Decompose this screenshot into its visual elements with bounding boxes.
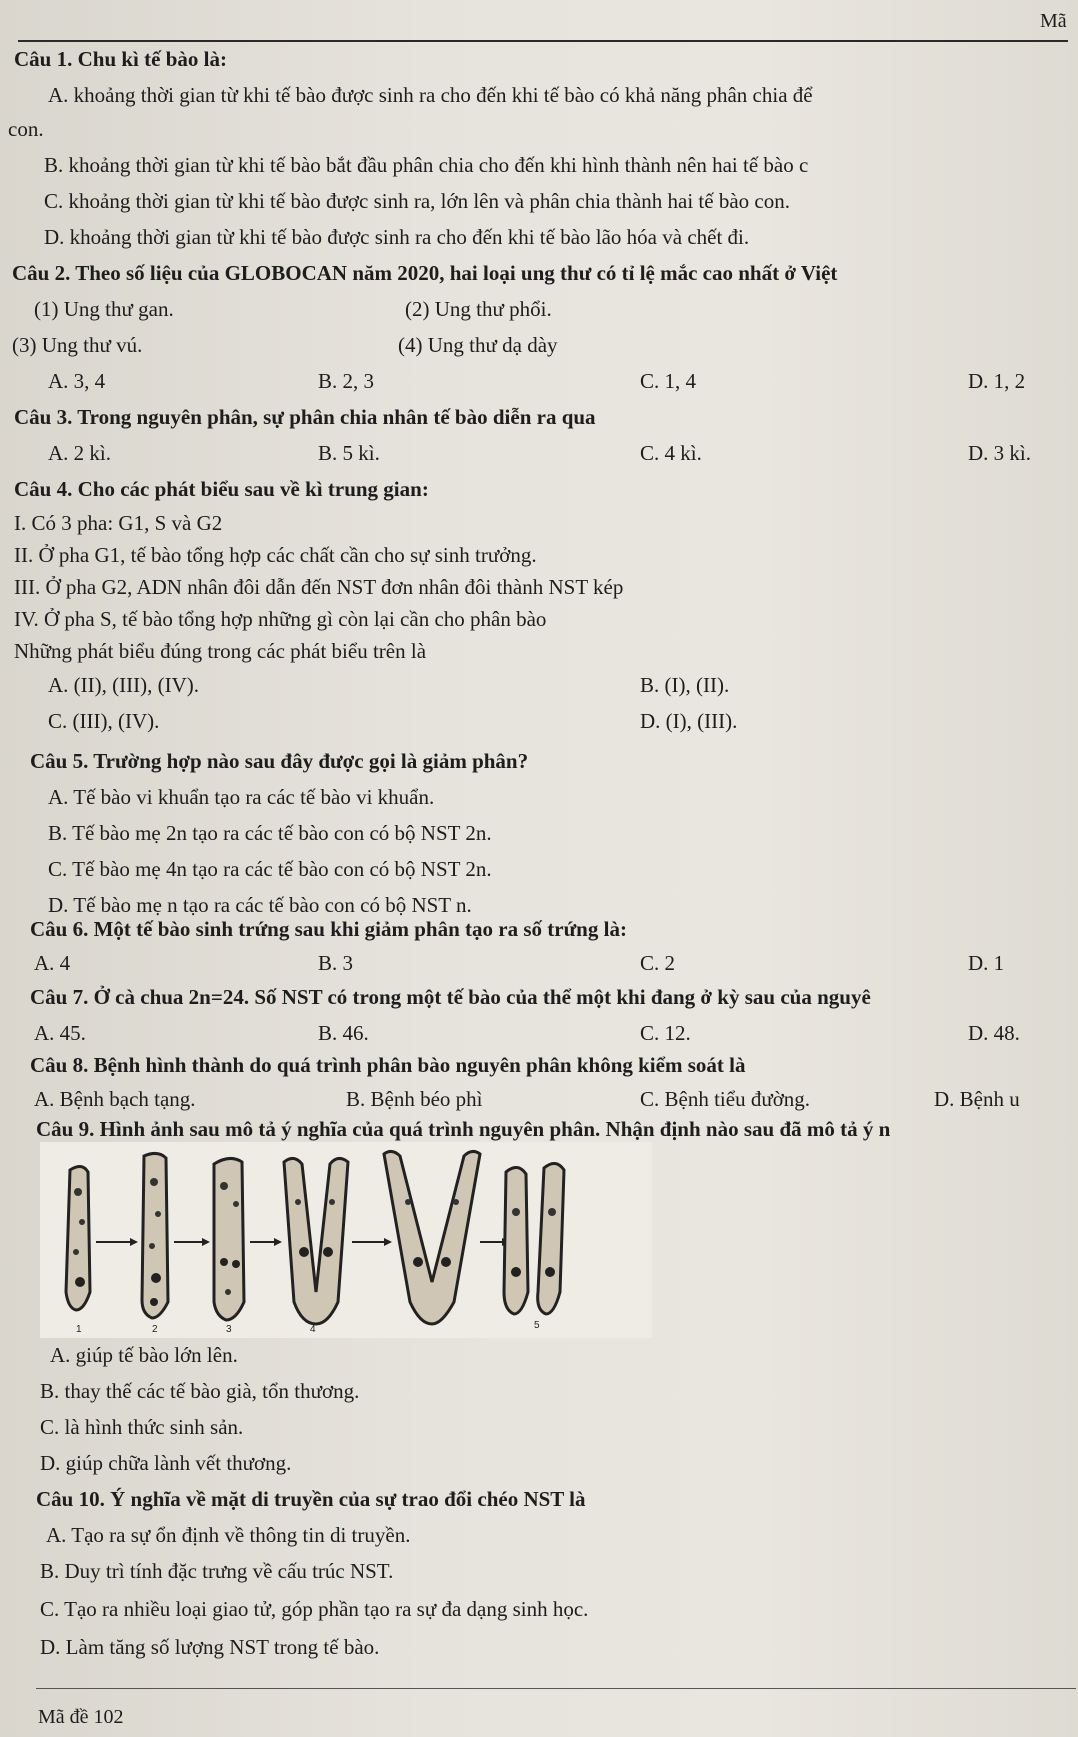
cell-division-diagram (40, 1142, 652, 1338)
q6-option-c: C. 2 (640, 951, 676, 975)
question-7-title: Câu 7. Ở cà chua 2n=24. Số NST có trong một tế bào của thể một khi đang ở kỳ sau của nguyê (30, 985, 871, 1009)
q2-option-b: B. 2, 3 (318, 369, 375, 393)
question-5-title: Câu 5. Trường hợp nào sau đây được gọi là giảm phân? (30, 749, 529, 773)
footer-divider (36, 1688, 1076, 1689)
q9-option-c: C. là hình thức sinh sản. (40, 1415, 244, 1439)
cell-stage-1 (66, 1166, 90, 1310)
q10-option-d: D. Làm tăng số lượng NST trong tế bào. (40, 1635, 380, 1659)
q4-option-d: D. (I), (III). (640, 709, 738, 733)
exam-code: Mã đề 102 (38, 1706, 124, 1728)
cell-stage-4 (284, 1158, 348, 1324)
q2-item-2: (2) Ung thư phổi. (405, 297, 552, 321)
cell-stage-2 (142, 1153, 168, 1318)
q7-option-a: A. 45. (34, 1021, 86, 1045)
q5-option-d: D. Tế bào mẹ n tạo ra các tế bào con có bộ NST n. (48, 893, 472, 917)
question-9-title: Câu 9. Hình ảnh sau mô tả ý nghĩa của quá trình nguyên phân. Nhận định nào sau đã mô tả ý n (36, 1117, 891, 1141)
q4-statement-2: II. Ở pha G1, tế bào tổng hợp các chất cần cho sự sinh trưởng. (14, 543, 537, 567)
q2-item-3: (3) Ung thư vú. (12, 333, 143, 357)
q2-item-1: (1) Ung thư gan. (34, 297, 174, 321)
mitosis-figure (40, 1142, 652, 1338)
question-1-title: Câu 1. Chu kì tế bào là: (14, 47, 227, 71)
q10-option-b: B. Duy trì tính đặc trưng về cấu trúc NST. (40, 1559, 394, 1583)
q1-option-a-cont: con. (8, 117, 44, 141)
q4-statement-4: IV. Ở pha S, tế bào tổng hợp những gì còn lại cần cho phân bào (14, 607, 547, 631)
q3-option-c: C. 4 kì. (640, 441, 702, 465)
q3-option-a: A. 2 kì. (48, 441, 111, 465)
q2-item-4: (4) Ung thư dạ dày (398, 333, 558, 357)
q5-option-a: A. Tế bào vi khuẩn tạo ra các tế bào vi khuẩn. (48, 785, 435, 809)
q1-option-b: B. khoảng thời gian từ khi tế bào bắt đầu phân chia cho đến khi hình thành nên hai tế bào c (44, 153, 809, 177)
stage-label-4: 4 (310, 1324, 316, 1335)
q8-option-c: C. Bệnh tiểu đường. (640, 1087, 811, 1111)
q3-option-d: D. 3 kì. (968, 441, 1031, 465)
q5-option-c: C. Tế bào mẹ 4n tạo ra các tế bào con có bộ NST 2n. (48, 857, 492, 881)
q4-stem: Những phát biểu đúng trong các phát biểu trên là (14, 639, 427, 663)
stage-label-3: 3 (226, 1324, 232, 1335)
q4-statement-1: I. Có 3 pha: G1, S và G2 (14, 511, 223, 535)
stage-label-5: 5 (534, 1320, 540, 1331)
q4-option-c: C. (III), (IV). (48, 709, 160, 733)
question-8-title: Câu 8. Bệnh hình thành do quá trình phân bào nguyên phân không kiểm soát là (30, 1053, 746, 1077)
q7-option-c: C. 12. (640, 1021, 691, 1045)
q6-option-d: D. 1 (968, 951, 1005, 975)
q9-option-d: D. giúp chữa lành vết thương. (40, 1451, 292, 1475)
question-2-title: Câu 2. Theo số liệu của GLOBOCAN năm 2020, hai loại ung thư có tỉ lệ mắc cao nhất ở Việt (12, 261, 838, 285)
q7-option-b: B. 46. (318, 1021, 369, 1045)
q4-statement-3: III. Ở pha G2, ADN nhân đôi dẫn đến NST đơn nhân đôi thành NST kép (14, 575, 624, 599)
q8-option-a: A. Bệnh bạch tạng. (34, 1087, 196, 1111)
q2-option-d: D. 1, 2 (968, 369, 1026, 393)
q8-option-b: B. Bệnh béo phì (346, 1087, 483, 1111)
cell-stage-4b (384, 1151, 480, 1324)
q1-option-a: A. khoảng thời gian từ khi tế bào được sinh ra cho đến khi tế bào có khả năng phân chia để (48, 83, 813, 107)
question-10-title: Câu 10. Ý nghĩa về mặt di truyền của sự trao đổi chéo NST là (36, 1487, 586, 1511)
question-4-title: Câu 4. Cho các phát biểu sau về kì trung gian: (14, 477, 429, 501)
q3-option-b: B. 5 kì. (318, 441, 380, 465)
stage-label-2: 2 (152, 1324, 158, 1335)
q9-option-b: B. thay thế các tế bào già, tổn thương. (40, 1379, 360, 1403)
q8-option-d: D. Bệnh u (934, 1087, 1020, 1111)
q1-option-d: D. khoảng thời gian từ khi tế bào được sinh ra cho đến khi tế bào lão hóa và chết đi. (44, 225, 750, 249)
q2-option-a: A. 3, 4 (48, 369, 106, 393)
q4-option-b: B. (I), (II). (640, 673, 730, 697)
exam-code-label: Mã (1040, 10, 1067, 32)
cell-stage-5 (504, 1163, 564, 1314)
header-divider (18, 40, 1068, 42)
q10-option-a: A. Tạo ra sự ổn định về thông tin di truyền. (46, 1523, 411, 1547)
question-6-title: Câu 6. Một tế bào sinh trứng sau khi giảm phân tạo ra số trứng là: (30, 917, 627, 941)
cell-stage-3 (214, 1158, 244, 1320)
q5-option-b: B. Tế bào mẹ 2n tạo ra các tế bào con có bộ NST 2n. (48, 821, 492, 845)
q4-option-a: A. (II), (III), (IV). (48, 673, 199, 697)
q7-option-d: D. 48. (968, 1021, 1020, 1045)
q6-option-b: B. 3 (318, 951, 354, 975)
q6-option-a: A. 4 (34, 951, 71, 975)
q9-option-a: A. giúp tế bào lớn lên. (50, 1343, 238, 1367)
q10-option-c: C. Tạo ra nhiều loại giao tử, góp phần tạo ra sự đa dạng sinh học. (40, 1597, 589, 1621)
question-3-title: Câu 3. Trong nguyên phân, sự phân chia nhân tế bào diễn ra qua (14, 405, 596, 429)
q2-option-c: C. 1, 4 (640, 369, 697, 393)
q1-option-c: C. khoảng thời gian từ khi tế bào được sinh ra, lớn lên và phân chia thành hai tế bào con. (44, 189, 790, 213)
stage-label-1: 1 (76, 1324, 82, 1335)
